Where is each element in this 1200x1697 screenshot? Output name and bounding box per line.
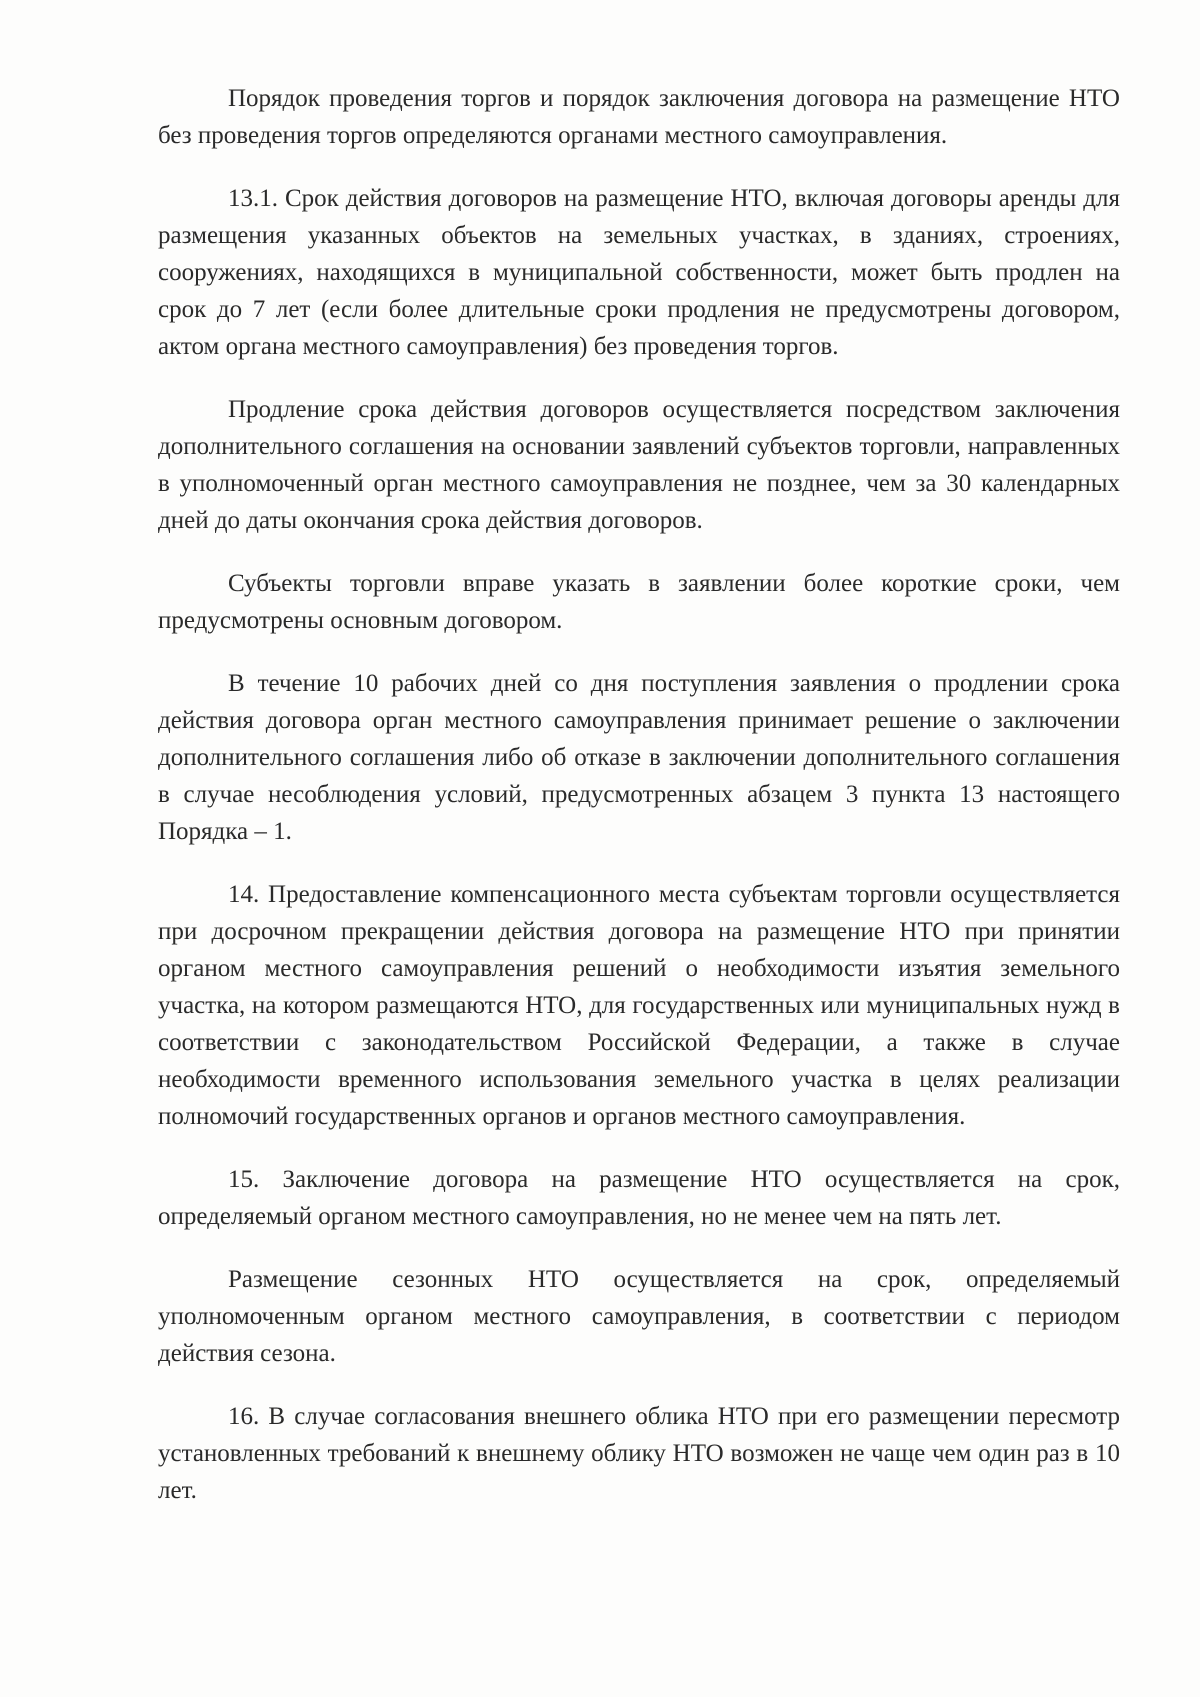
document-body	[158, 80, 1120, 1509]
paragraph-14-compensation-place: 14. Предоставление компенсационного места субъектам торговли осуществляется при досрочном прекращении действия договора на размещение НТО при принятии органом местного самоуправления решений о необходимости изъятия земельного участка, на котором размещаются НТО, для государственных или муниципальных нужд в соответствии с законодательством Российской Федерации, а также в случае необходимости временного использования земельного участка в целях реализации полномочий государственных органов и органов местного самоуправления.	[158, 881, 1120, 1130]
paragraph-shorter-terms: Субъекты торговли вправе указать в заявлении более короткие сроки, чем предусмотрены основным договором.	[158, 570, 1120, 634]
paragraph-decision-period: В течение 10 рабочих дней со дня поступления заявления о продлении срока действия договора орган местного самоуправления принимает решение о заключении дополнительного соглашения либо об отказе в заключении дополнительного соглашения в случае несоблюдения условий, предусмотренных абзацем 3 пункта 13 настоящего Порядка – 1.	[158, 670, 1120, 845]
paragraph-tender-procedure: Порядок проведения торгов и порядок заключения договора на размещение НТО без проведения торгов определяются органами местного самоуправления.	[158, 85, 1120, 149]
paragraph-16-appearance: 16. В случае согласования внешнего облика НТО при его размещении пересмотр установленных требований к внешнему облику НТО возможен не чаще чем один раз в 10 лет.	[158, 1403, 1120, 1504]
paragraph-seasonal-placement: Размещение сезонных НТО осуществляется на срок, определяемый уполномоченным органом местного самоуправления, в соответствии с периодом действия сезона.	[158, 1266, 1120, 1367]
paragraph-15-contract-conclusion: 15. Заключение договора на размещение НТО осуществляется на срок, определяемый органом местного самоуправления, но не менее чем на пять лет.	[158, 1166, 1120, 1230]
paragraph-13-1-contract-term: 13.1. Срок действия договоров на размещение НТО, включая договоры аренды для размещения указанных объектов на земельных участках, в зданиях, строениях, сооружениях, находящихся в муниципальной собственности, может быть продлен на срок до 7 лет (если более длительные сроки продления не предусмотрены договором, актом органа местного самоуправления) без проведения торгов.	[158, 185, 1120, 360]
paragraph-term-extension: Продление срока действия договоров осуществляется посредством заключения дополнительного соглашения на основании заявлений субъектов торговли, направленных в уполномоченный орган местного самоуправления не позднее, чем за 30 календарных дней до даты окончания срока действия договоров.	[158, 396, 1120, 534]
